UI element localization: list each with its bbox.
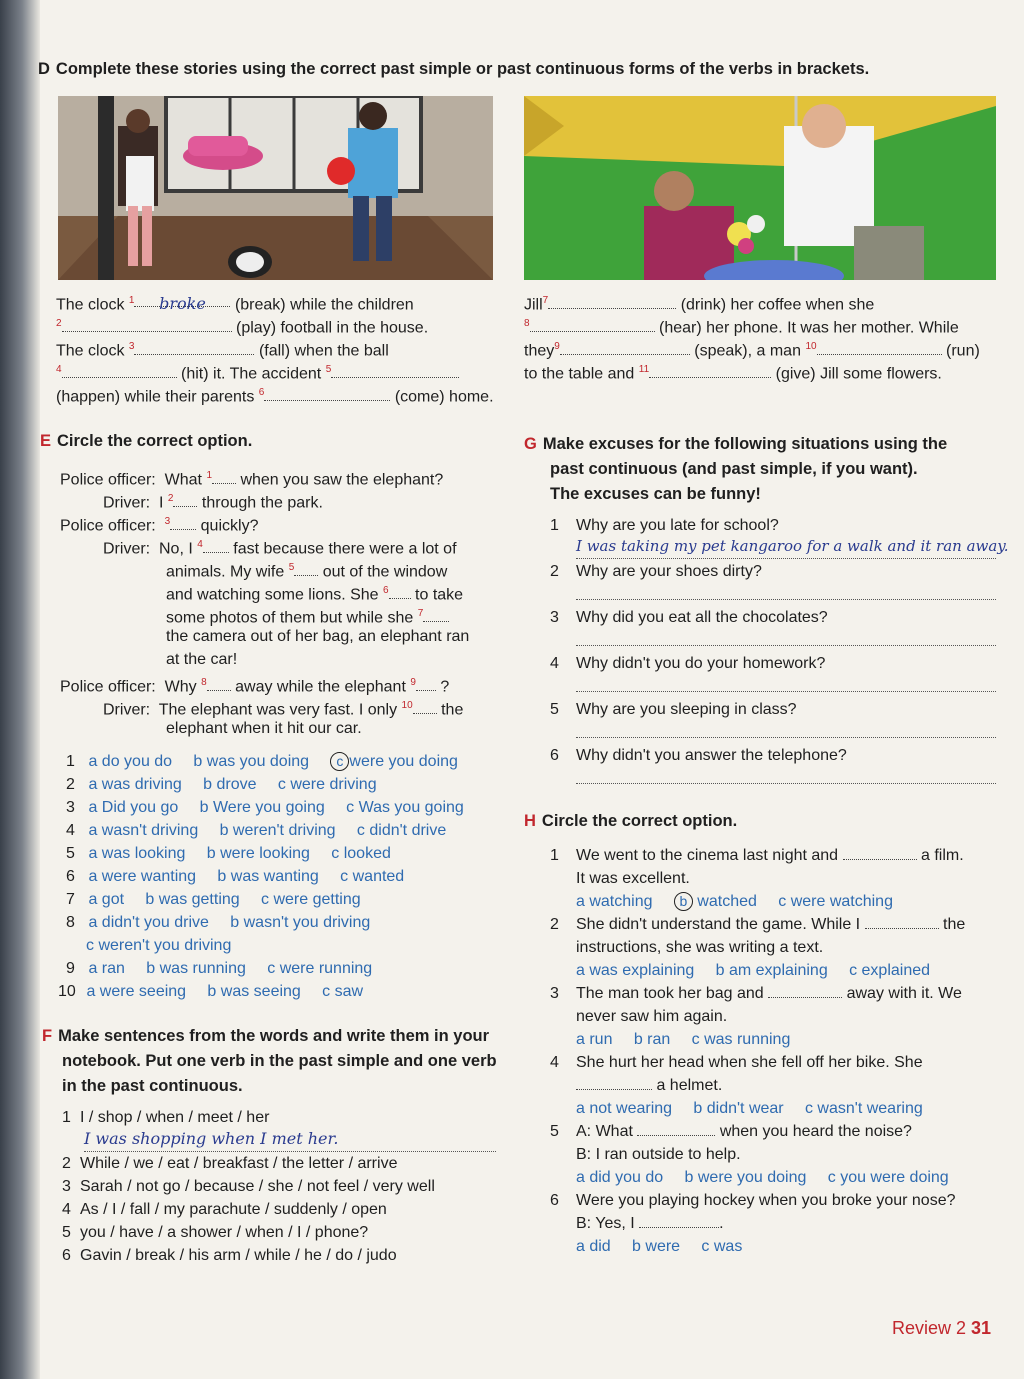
f-item-5: 5 you / have / a shower / when / I / phone? [62,1224,369,1241]
option-a[interactable]: a was driving [88,776,182,793]
option-c[interactable]: c Was you going [337,799,464,816]
blank-7[interactable] [548,294,676,309]
h-q5-options [576,1166,949,1189]
h-q1-options [576,890,893,913]
story1-photo [58,96,493,280]
h-q6-line1: 6 Were you playing hockey when you broke your nose? [550,1192,956,1209]
story1-line1: The clock $^1$ broke (break) while the children [56,294,414,314]
f-item-3: 3 Sarah / not go / because / she / not feel / very well [62,1178,435,1195]
g-item-6-answer-line[interactable] [576,783,996,784]
f-item-2: 2 While / we / eat / breakfast / the letter / arrive [62,1155,398,1172]
dialogue-line2: Driver: I $^2$ through the park. [103,493,323,512]
g-item-5: 5 Why are you sleeping in class? [550,701,797,718]
g-item-3-answer-line[interactable] [576,645,996,646]
story1-answer-1: broke [159,294,206,314]
section-g-heading: G Make excuses for the following situations using the past continuous (and past simple, if you want). The excuses can be funny! [524,435,948,503]
option-row-1: 1 a do you do b was you doing c were you doing [66,753,458,770]
dialogue-line8: the camera out of her bag, an elephant ran [166,628,470,645]
option-a[interactable]: a did you do [576,1169,664,1186]
h-q1-line2: It was excellent. [576,870,690,887]
dialogue-line11: Driver: The elephant was very fast. I only $^{10}$ the [103,700,464,719]
option-a[interactable]: a ran [88,960,125,977]
section-d-heading: D Complete these stories using the correct past simple or past continuous forms of the verbs in brackets. [38,60,870,78]
option-a[interactable]: a run [576,1031,613,1048]
option-row-8-c[interactable]: c weren't you driving [86,937,232,954]
story2-line4: to the table and $^{11}$ (give) Jill some flowers. [524,364,942,383]
dialogue-line7: some photos of them but while she $^7$ [166,602,449,629]
option-a[interactable]: a were wanting [88,868,197,885]
dialogue-line1: Police officer: What $^1$ when you saw the elephant? [60,470,444,489]
option-a[interactable]: a didn't you drive [88,914,209,931]
option-c[interactable]: c looked [322,845,391,862]
g-item-2-answer-line[interactable] [576,599,996,600]
g-item-1-answer-line[interactable] [576,535,1009,559]
option-row-3: 3 a Did you go b Were you going c Was you going [66,799,464,816]
option-a[interactable]: a Did you go [88,799,179,816]
blank-6[interactable] [264,386,390,401]
option-b[interactable]: b am explaining [706,962,828,979]
option-c[interactable]: c you were doing [818,1169,949,1186]
g-item-1-answer: I was taking my pet kangaroo for a walk and it ran away. [576,537,1009,555]
blank-5[interactable] [331,363,459,378]
option-b[interactable]: b were you doing [675,1169,807,1186]
h-q1-line1: 1 We went to the cinema last night and a film. [550,847,964,864]
option-row-2: 2 a was driving b drove c were driving [66,776,377,793]
h-q6-line2: B: Yes, I . [576,1215,724,1232]
story2-line2: $^8$ (hear) her phone. It was her mother. While [524,318,959,337]
option-b-circled[interactable]: b watched [665,893,757,910]
option-b[interactable]: b weren't driving [210,822,336,839]
option-row-9: 9 a ran b was running c were running [66,960,373,977]
h-q3-options [576,1028,790,1051]
h-q4-line2: a helmet. [576,1074,722,1097]
dialogue-line9: at the car! [166,651,238,668]
g-item-4-answer-line[interactable] [576,691,996,692]
option-b[interactable]: b was seeing [198,983,301,1000]
dialogue-line3: Police officer: $^3$ quickly? [60,516,259,535]
option-c[interactable]: c were getting [252,891,361,908]
h-q6-options [576,1235,742,1258]
option-c[interactable]: c explained [840,962,931,979]
g-item-4: 4 Why didn't you do your homework? [550,655,826,672]
f-item-1-answer-line[interactable] [84,1127,496,1152]
h-q2-options [576,959,930,982]
option-c[interactable]: c saw [313,983,364,1000]
dialogue-line10: Police officer: Why $^8$ away while the elephant $^9$ ? [60,677,450,696]
option-row-4: 4 a wasn't driving b weren't driving c didn't drive [66,822,447,839]
option-b[interactable]: b was getting [136,891,240,908]
option-b[interactable]: b Were you going [190,799,325,816]
option-a[interactable]: a wasn't driving [88,822,199,839]
option-b[interactable]: b didn't wear [684,1100,784,1117]
h-q4-line1: 4 She hurt her head when she fell off her bike. She [550,1054,923,1071]
option-c[interactable]: c was running [682,1031,791,1048]
story2-photo [524,96,996,280]
story1-line5: (happen) while their parents $^6$ (come) home. [56,387,494,406]
option-b[interactable]: b wasn't you driving [221,914,371,931]
blank-8[interactable] [530,317,655,332]
option-c[interactable]: c were running [258,960,373,977]
blank-3[interactable] [134,340,254,355]
story2-line3: they$^9$ (speak), a man $^{10}$ (run) [524,341,980,360]
blank-9[interactable] [560,340,690,355]
option-a[interactable]: a do you do [88,753,173,770]
h-q5-line2: B: I ran outside to help. [576,1146,741,1163]
story2-line1: Jill$^7$ (drink) her coffee when she [524,295,875,314]
option-a[interactable]: a were seeing [86,983,187,1000]
story1-line3: The clock $^3$ (fall) when the ball [56,341,389,360]
dialogue-line12: elephant when it hit our car. [166,720,362,737]
dialogue-line6: and watching some lions. She $^6$ to take [166,585,464,604]
option-a[interactable]: a watching [576,893,653,910]
page-binding-shadow [0,0,40,1379]
f-item-1: 1 I / shop / when / meet / her [62,1109,270,1126]
option-a[interactable]: a was looking [88,845,186,862]
h-q5-line1: 5 A: What when you heard the noise? [550,1123,912,1140]
option-b[interactable]: b drove [194,776,257,793]
option-row-10: 10 a were seeing b was seeing c saw [58,983,364,1000]
f-item-4: 4 As / I / fall / my parachute / suddenly / open [62,1201,387,1218]
section-h-heading: H Circle the correct option. [524,812,738,830]
option-c-circled[interactable]: c were you doing [322,753,458,770]
option-a[interactable]: a was explaining [576,962,695,979]
h-q4-options [576,1097,923,1120]
g-item-2: 2 Why are your shoes dirty? [550,563,762,580]
option-b[interactable]: b ran [624,1031,671,1048]
option-c[interactable]: c was [692,1238,743,1255]
g-item-3: 3 Why did you eat all the chocolates? [550,609,828,626]
option-row-7: 7 a got b was getting c were getting [66,891,361,908]
blank-4[interactable] [62,363,177,378]
blank-10[interactable] [817,340,942,355]
g-item-5-answer-line[interactable] [576,737,996,738]
story1-line2: $^2$ (play) football in the house. [56,318,429,337]
f-item-1-answer: I was shopping when I met her. [84,1129,339,1148]
g-item-6: 6 Why didn't you answer the telephone? [550,747,847,764]
dialogue-line5: animals. My wife $^5$ out of the window [166,562,448,581]
blank-11[interactable] [649,363,771,378]
page-footer: Review 2 31 [892,1318,992,1338]
option-b[interactable]: b were looking [197,845,310,862]
blank-2[interactable] [62,317,232,332]
option-a[interactable]: a not wearing [576,1100,673,1117]
option-c[interactable]: c wanted [331,868,405,885]
option-b[interactable]: b were [623,1238,681,1255]
option-c[interactable]: c wasn't wearing [796,1100,923,1117]
option-b[interactable]: b was wanting [208,868,319,885]
section-e-heading: E Circle the correct option. [40,432,253,450]
option-row-8: 8 a didn't you drive b wasn't you driving [66,914,371,931]
option-c[interactable]: c were driving [269,776,377,793]
story1-line4: $^4$ (hit) it. The accident $^5$ [56,358,459,385]
section-f-heading: F Make sentences from the words and write them in your notebook. Put one verb in the past simple and one verb in the past continuous. [42,1027,497,1095]
g-item-1: 1 Why are you late for school? [550,517,779,534]
option-b[interactable]: b was you doing [184,753,310,770]
h-q2-line2: instructions, she was writing a text. [576,939,824,956]
option-b[interactable]: b was running [137,960,246,977]
dialogue-line4: Driver: No, I $^4$ fast because there were a lot of [103,539,457,558]
h-q2-line1: 2 She didn't understand the game. While I the [550,916,966,933]
page-number: 31 [971,1318,992,1338]
option-a[interactable]: a got [88,891,125,908]
option-a[interactable]: a did [576,1238,611,1255]
h-q3-line2: never saw him again. [576,1008,728,1025]
f-item-6: 6 Gavin / break / his arm / while / he / do / judo [62,1247,397,1264]
option-row-5: 5 a was looking b were looking c looked [66,845,391,862]
h-q3-line1: 3 The man took her bag and away with it. We [550,985,962,1002]
option-c[interactable]: c were watching [769,893,893,910]
option-c[interactable]: c didn't drive [348,822,447,839]
option-row-6: 6 a were wanting b was wanting c wanted [66,868,405,885]
